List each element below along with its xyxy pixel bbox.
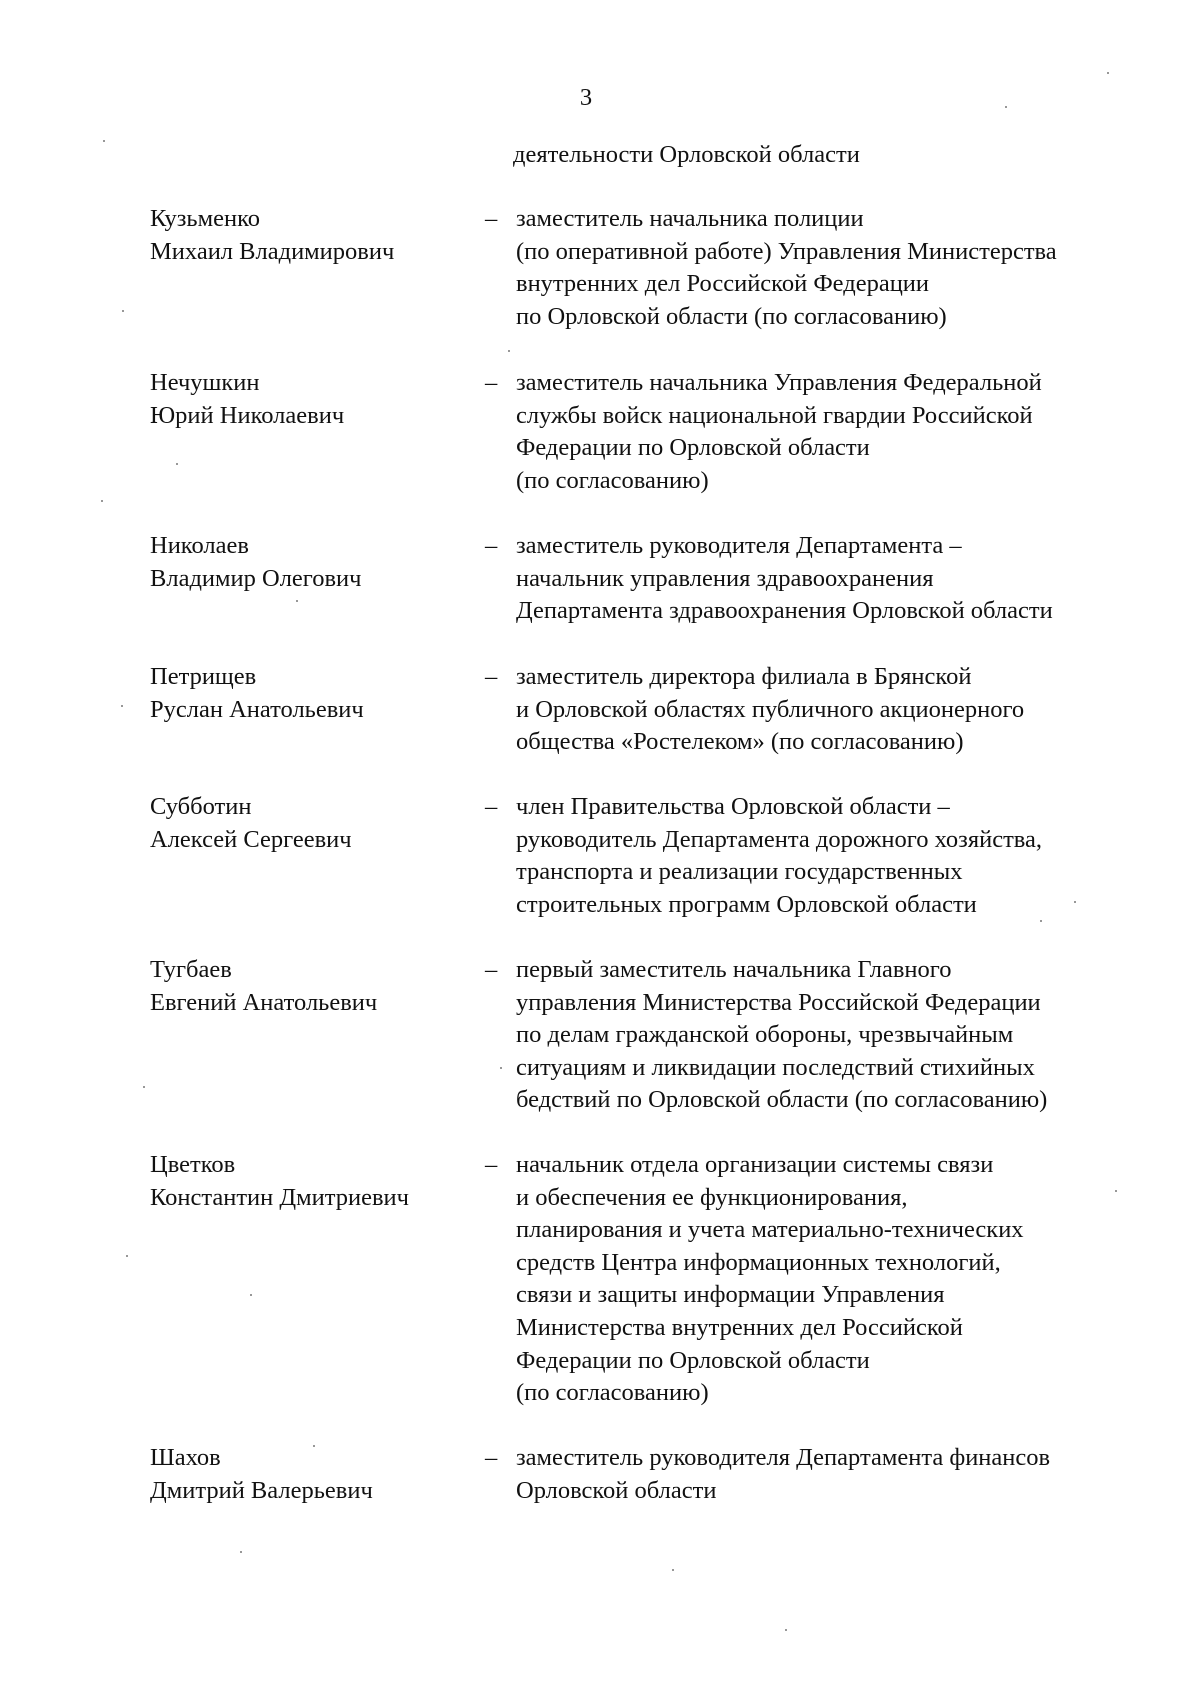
scan-speck xyxy=(143,1086,145,1088)
member-surname: Субботин xyxy=(150,793,252,820)
member-given-names: Алексей Сергеевич xyxy=(150,825,352,853)
member-surname: Нечушкин xyxy=(150,369,260,396)
member-name xyxy=(150,530,362,595)
member-name xyxy=(150,661,364,726)
position-line: Министерства внутренних дел Российской xyxy=(516,1313,963,1341)
position-line: (по согласованию) xyxy=(516,466,709,494)
position-line: связи и защиты информации Управления xyxy=(516,1281,945,1309)
scan-speck xyxy=(672,1569,674,1571)
member-name xyxy=(150,954,377,1019)
scan-speck xyxy=(240,1551,242,1553)
position-line: член Правительства Орловской области – xyxy=(516,793,950,820)
member-position xyxy=(516,661,1024,759)
position-line: бедствий по Орловской области (по согласованию) xyxy=(516,1086,1048,1114)
position-line: заместитель начальника полиции xyxy=(516,205,864,232)
member-given-names: Владимир Олегович xyxy=(150,564,362,592)
position-line: по делам гражданской обороны, чрезвычайным xyxy=(516,1021,1014,1049)
position-line: Департамента здравоохранения Орловской области xyxy=(516,597,1053,625)
position-line: службы войск национальной гвардии Российской xyxy=(516,401,1033,429)
member-given-names: Михаил Владимирович xyxy=(150,237,395,265)
member-surname: Петрищев xyxy=(150,663,257,690)
scan-speck xyxy=(101,500,103,502)
member-name xyxy=(150,367,344,432)
position-line: (по оперативной работе) Управления Министерства xyxy=(516,237,1057,265)
member-given-names: Руслан Анатольевич xyxy=(150,695,364,723)
member-given-names: Евгений Анатольевич xyxy=(150,988,378,1016)
position-line: строительных программ Орловской области xyxy=(516,890,977,918)
page-number: 3 xyxy=(579,84,593,111)
member-position xyxy=(516,203,1057,333)
scan-speck xyxy=(1040,920,1042,922)
scan-speck xyxy=(785,1629,787,1631)
member-name xyxy=(150,1149,409,1214)
scan-speck xyxy=(1107,72,1109,74)
member-name xyxy=(150,1442,373,1507)
position-line: заместитель руководителя Департамента финансов xyxy=(516,1444,1051,1471)
position-line: планирования и учета материально-технических xyxy=(516,1216,1024,1244)
position-line: Орловской области xyxy=(516,1476,717,1504)
dash-separator: – xyxy=(485,793,498,820)
member-given-names: Константин Дмитриевич xyxy=(150,1183,409,1211)
continued-text: деятельности Орловской области xyxy=(513,141,860,168)
position-line: и Орловской областях публичного акционерного xyxy=(516,695,1025,723)
scan-speck xyxy=(1115,1190,1117,1192)
position-line: заместитель начальника Управления Федеральной xyxy=(516,369,1042,396)
scan-speck xyxy=(176,463,178,465)
dash-separator: – xyxy=(485,663,498,690)
scan-speck xyxy=(296,600,298,602)
member-position xyxy=(516,530,1053,628)
member-name xyxy=(150,791,352,856)
scan-speck xyxy=(1005,106,1007,108)
scan-speck xyxy=(121,705,123,707)
scan-speck xyxy=(500,1067,502,1069)
position-line: внутренних дел Российской Федерации xyxy=(516,270,930,298)
position-line: (по согласованию) xyxy=(516,1379,709,1407)
position-line: заместитель директора филиала в Брянской xyxy=(516,663,972,690)
member-position xyxy=(516,791,1042,921)
position-line: управления Министерства Российской Федерации xyxy=(516,988,1041,1016)
position-line: и обеспечения ее функционирования, xyxy=(516,1183,908,1211)
member-surname: Николаев xyxy=(150,532,249,559)
member-position xyxy=(516,954,1047,1117)
position-line: ситуациям и ликвидации последствий стихийных xyxy=(516,1053,1035,1081)
dash-separator: – xyxy=(485,1444,498,1471)
position-line: Федерации по Орловской области xyxy=(516,1346,870,1374)
scan-speck xyxy=(103,140,105,142)
member-position xyxy=(516,1149,1024,1410)
dash-separator: – xyxy=(485,369,498,396)
position-line: транспорта и реализации государственных xyxy=(516,858,963,886)
scan-speck xyxy=(508,350,510,352)
member-surname: Шахов xyxy=(150,1444,221,1471)
member-surname: Тугбаев xyxy=(150,956,232,983)
position-line: начальник управления здравоохранения xyxy=(516,564,934,592)
scan-speck xyxy=(126,1255,128,1257)
position-line: общества «Ростелеком» (по согласованию) xyxy=(516,728,964,756)
scan-speck xyxy=(122,310,124,312)
position-line: средств Центра информационных технологий, xyxy=(516,1248,1001,1276)
member-surname: Цветков xyxy=(150,1151,236,1178)
scan-speck xyxy=(250,1294,252,1296)
member-given-names: Юрий Николаевич xyxy=(150,401,345,429)
dash-separator: – xyxy=(485,205,498,232)
scan-speck xyxy=(313,1445,315,1447)
position-line: по Орловской области (по согласованию) xyxy=(516,302,947,330)
position-line: заместитель руководителя Департамента – xyxy=(516,532,962,559)
member-position xyxy=(516,367,1042,497)
scan-speck xyxy=(1074,901,1076,903)
position-line: начальник отдела организации системы связи xyxy=(516,1151,994,1178)
dash-separator: – xyxy=(485,532,498,559)
dash-separator: – xyxy=(485,956,498,983)
member-name xyxy=(150,203,394,268)
dash-separator: – xyxy=(485,1151,498,1178)
member-given-names: Дмитрий Валерьевич xyxy=(150,1476,373,1504)
member-position xyxy=(516,1442,1050,1507)
member-surname: Кузьменко xyxy=(150,205,260,232)
position-line: Федерации по Орловской области xyxy=(516,434,870,462)
position-line: руководитель Департамента дорожного хозяйства, xyxy=(516,825,1043,853)
position-line: первый заместитель начальника Главного xyxy=(516,956,952,983)
